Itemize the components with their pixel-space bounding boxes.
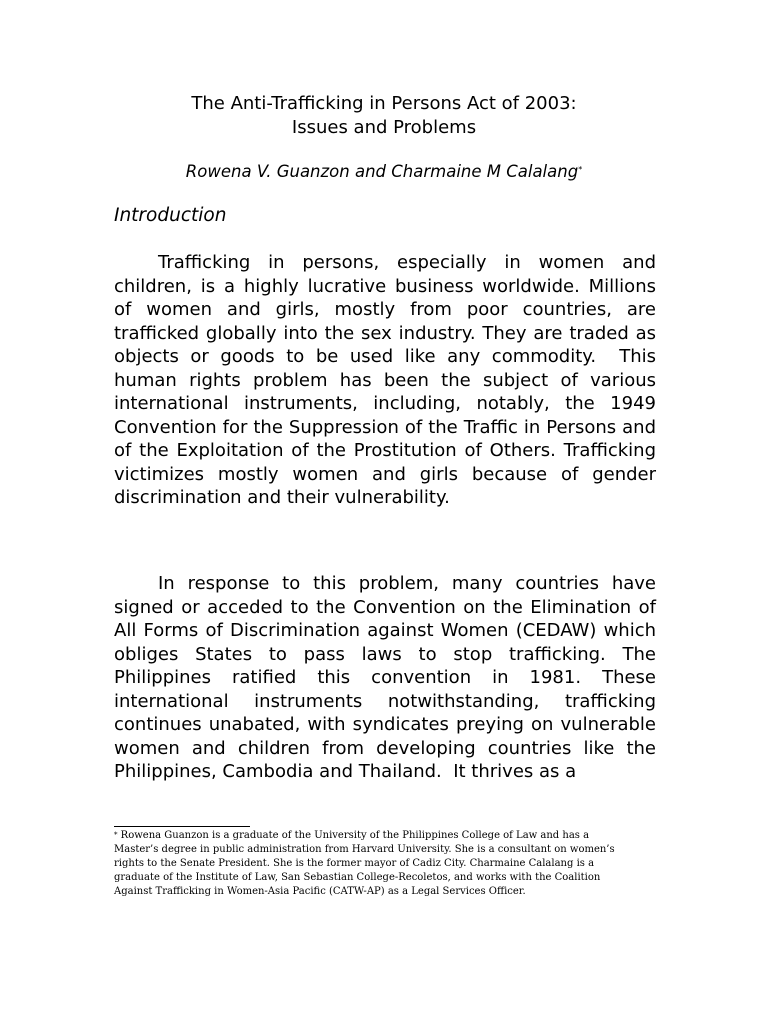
authors-footnote-marker: * [578, 165, 583, 174]
footnote [114, 829, 634, 899]
body-paragraph-1: Trafficking in persons, especially in women and children, is a highly lucrative business worldwide. Millions of women and girls, mostly from poor countries, are trafficked globally into the sex industry. They are traded as objects or goods to be used like any commodity. This human rights problem has been the subject of various international instruments, including, notably, the 1949 Convention for the Suppression of the Traffic in Persons and of the Exploitation of the Prostitution of Others. Trafficking victimizes mostly women and girls because of gender discrimination and their vulnerability. [114, 252, 656, 508]
footnote-separator [114, 826, 250, 827]
footnote-marker: * [114, 831, 118, 839]
authors-names: Rowena V. Guanzon and Charmaine M Calalang [185, 162, 579, 181]
footnote-text: Rowena Guanzon is a graduate of the University of the Philippines College of Law and has a Master’s degree in public administration from Harvard University. She is a consultant on women’s rights to the Senate President. She is the former mayor of Cadiz City. Charmaine Calalang is a graduate of the Institute of Law, San Sebastian College-Recoletos, and works with the Coalition Against Trafficking in Women-Asia Pacific (CATW-AP) as a Legal Services Officer. [114, 830, 615, 897]
document-title-line-2: Issues and Problems [291, 117, 477, 138]
document-title-line-1: The Anti-Trafficking in Persons Act of 2003: [191, 93, 577, 114]
body-paragraph-2: In response to this problem, many countries have signed or acceded to the Convention on the Elimination of All Forms of Discrimination against Women (CEDAW) which obliges States to pass laws to stop trafficking. The Philippines ratified this convention in 1981. These international instruments notwithstanding, trafficking continues unabated, with syndicates preying on vulnerable women and children from developing countries like the Philippines, Cambodia and Thailand. It thrives as a [114, 573, 656, 782]
authors-line [0, 161, 768, 183]
section-heading-introduction: Introduction [114, 205, 227, 226]
